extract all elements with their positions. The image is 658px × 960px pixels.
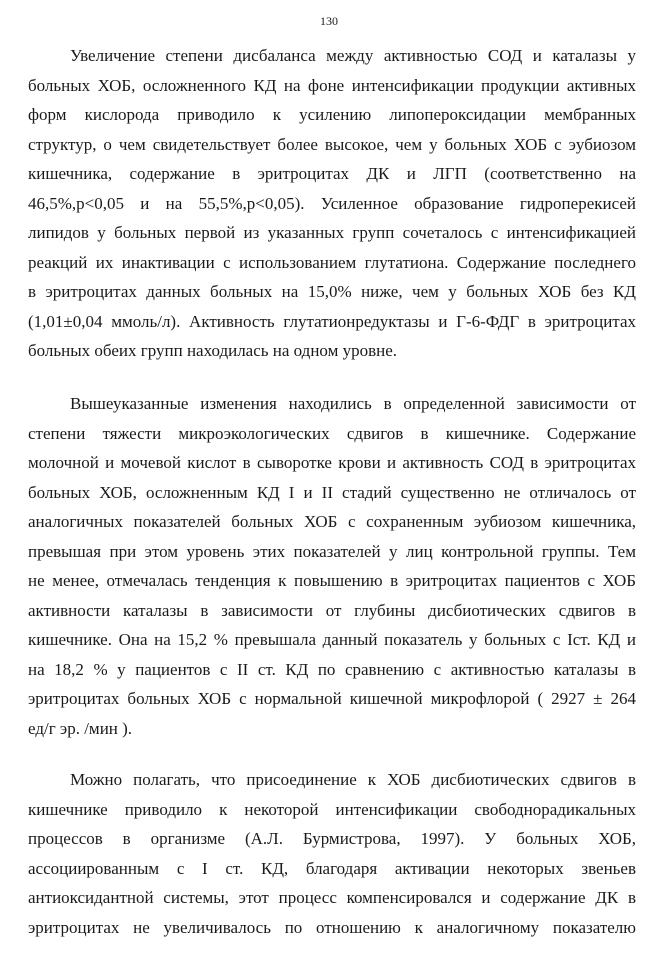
text-line: больных ХОБ, осложненным КД I и II стадий существенно не отличалось от: [28, 482, 636, 502]
paragraph-1: [28, 41, 636, 366]
text-line: степени тяжести микроэкологических сдвигов в кишечнике. Содержание: [28, 423, 636, 443]
text-line: ед/г эр. /мин ).: [28, 718, 133, 738]
text-line: превышая при этом уровень этих показателей у лиц контрольной группы. Тем: [28, 541, 636, 561]
text-line: структур, о чем свидетельствует более высокое, чем у больных ХОБ с эубиозом: [28, 134, 636, 154]
text-line: активности каталазы в зависимости от глубины дисбиотических сдвигов в: [28, 600, 636, 620]
text-line: больных обеих групп находилась на одном уровне.: [28, 341, 398, 360]
text-line: процессов в организме (А.Л. Бурмистрова, 1997). У больных ХОБ,: [28, 829, 636, 848]
text-line: в эритроцитах данных больных на 15,0% ниже, чем у больных ХОБ без КД: [28, 282, 636, 301]
page-number: 130: [320, 14, 338, 28]
text-line: кишечнике приводило к некоторой интенсификации свободнорадикальных: [28, 799, 636, 819]
text-line: больных ХОБ, осложненного КД на фоне интенсификации продукции активных: [28, 75, 636, 95]
text-line: липидов у больных первой из указанных групп сочеталось с интенсификацией: [28, 223, 636, 242]
text-line: антиоксидантной системы, этот процесс компенсировался и содержание ДК в: [28, 888, 636, 907]
text-line: реакций их инактивации с использованием глутатиона. Содержание последнего: [28, 252, 636, 272]
text-line: кишечника, содержание в эритроцитах ДК и ЛГП (соответственно на: [28, 164, 636, 183]
text-line: на 18,2 % у пациентов с II ст. КД по сравнению с активностью каталазы в: [28, 659, 636, 679]
text-line: ассоциированным с I ст. КД, благодаря активации некоторых звеньев: [28, 858, 636, 878]
text-line: Вышеуказанные изменения находились в определенной зависимости от: [70, 394, 636, 413]
text-line: аналогичных показателей больных ХОБ с сохраненным эубиозом кишечника,: [28, 512, 636, 531]
paragraph-2: [28, 389, 636, 743]
paragraph-3: [28, 765, 636, 942]
text-line: (1,01±0,04 ммоль/л). Активность глутатионредуктазы и Г-6-ФДГ в эритроцитах: [28, 311, 636, 331]
text-line: эритроцитах не увеличивалось по отношению к аналогичному показателю: [28, 917, 636, 937]
text-line: форм кислорода приводило к усилению липопероксидации мембранных: [28, 105, 636, 124]
text-line: не менее, отмечалась тенденция к повышению в эритроцитах пациентов с ХОБ: [28, 571, 636, 590]
text-line: эритроцитах больных ХОБ с нормальной кишечной микрофлорой ( 2927 ± 264: [28, 689, 636, 708]
text-line: Можно полагать, что присоединение к ХОБ дисбиотических сдвигов в: [70, 770, 636, 789]
text-line: кишечнике. Она на 15,2 % превышала данный показатель у больных с Iст. КД и: [28, 630, 636, 649]
text-line: 46,5%,р<0,05 и на 55,5%,р<0,05). Усиленное образование гидроперекисей: [28, 193, 636, 213]
text-line: Увеличение степени дисбаланса между активностью СОД и каталазы у: [70, 46, 636, 65]
text-line: молочной и мочевой кислот в сыворотке крови и активность СОД в эритроцитах: [28, 453, 636, 472]
